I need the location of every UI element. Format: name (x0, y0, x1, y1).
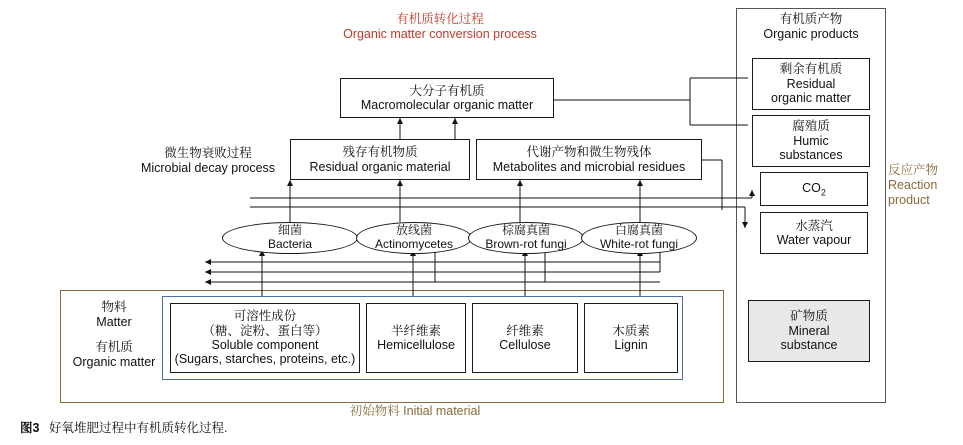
microbe-actinomycetes (356, 222, 472, 254)
conversion-process-title-en: Organic matter conversion process (343, 27, 537, 41)
co2-subscript: 2 (820, 187, 826, 198)
microbe-actinomycetes-en: Actinomycetes (374, 237, 454, 251)
substrate-soluble-en2: (Sugars, starches, proteins, etc.) (174, 352, 356, 367)
water-vapour-cn: 水蒸汽 (795, 218, 833, 233)
metabolites-cn: 代谢产物和微生物残体 (526, 145, 652, 160)
organic-products-title (745, 12, 877, 42)
humic-en2: substances (779, 148, 843, 163)
matter-label-cn2: 有机质 (95, 340, 133, 354)
organic-products-title-en: Organic products (763, 27, 859, 41)
microbial-decay-title-en: Microbial decay process (140, 161, 276, 175)
residual-organic-matter-box (752, 58, 870, 110)
substrate-hemicellulose (366, 303, 466, 373)
microbe-brown-rot-fungi (468, 222, 584, 254)
substrate-hemicellulose-en: Hemicellulose (377, 338, 455, 352)
microbe-white-rot-fungi (581, 222, 697, 254)
conversion-process-title (280, 12, 600, 42)
substrate-soluble-component (170, 303, 360, 373)
matter-label-en1: Matter (96, 315, 132, 329)
conversion-process-title-cn: 有机质转化过程 (396, 12, 484, 26)
macromolecular-cn: 大分子有机质 (409, 83, 485, 98)
substrate-cellulose-en: Cellulose (499, 338, 551, 352)
matter-label-cn1: 物料 (101, 300, 127, 314)
residual-material-en: Residual organic material (309, 159, 451, 174)
substrate-soluble-cn: 可溶性成份 (233, 309, 297, 324)
substrate-soluble-cn2: （糖、淀粉、蛋白等） (202, 323, 328, 338)
residual-organic-material-box (290, 139, 470, 180)
mineral-en1: Mineral (788, 323, 830, 338)
initial-material-label (310, 404, 520, 419)
substrate-lignin (584, 303, 678, 373)
metabolites-en: Metabolites and microbial residues (492, 159, 686, 174)
microbe-actinomycetes-cn: 放线菌 (395, 223, 432, 238)
reaction-product-title-cn: 反应产物 (888, 163, 939, 177)
residual-organic-en2: organic matter (771, 91, 851, 106)
microbe-brown-rot-cn: 棕腐真菌 (501, 223, 550, 238)
matter-label-en2: Organic matter (72, 355, 156, 369)
residual-material-cn: 残存有机物质 (342, 145, 418, 160)
substrate-lignin-en: Lignin (614, 338, 648, 352)
substrate-hemicellulose-cn: 半纤维素 (390, 323, 441, 338)
microbe-bacteria-cn: 细菌 (277, 223, 302, 238)
reaction-product-title-en2: product (888, 193, 930, 207)
humic-cn: 腐殖质 (792, 119, 830, 134)
substrate-cellulose (472, 303, 578, 373)
humic-substances-box (752, 115, 870, 167)
microbe-bacteria-en: Bacteria (267, 237, 313, 251)
mineral-cn: 矿物质 (790, 309, 828, 324)
co2-box (760, 172, 868, 206)
figure-caption (20, 418, 227, 436)
microbial-decay-title (128, 146, 288, 176)
matter-label (68, 300, 160, 370)
microbe-white-rot-cn: 白腐真菌 (614, 223, 663, 238)
initial-material-label-text: 初始物料 Initial material (349, 404, 481, 418)
water-vapour-en: Water vapour (776, 233, 852, 247)
microbe-brown-rot-en: Brown-rot fungi (485, 237, 567, 251)
figure-caption-number: 图3 (20, 421, 40, 435)
substrate-soluble-en1: Soluble component (211, 338, 319, 352)
mineral-substance-box (748, 300, 870, 362)
humic-en1: Humic (793, 133, 829, 148)
microbe-white-rot-en: White-rot fungi (599, 237, 679, 251)
macromolecular-organic-matter-box (340, 78, 554, 118)
macromolecular-en: Macromolecular organic matter (360, 98, 534, 112)
residual-organic-cn: 剩余有机质 (779, 62, 843, 77)
organic-products-title-cn: 有机质产物 (779, 12, 843, 26)
co2-label: CO (802, 180, 821, 195)
figure-caption-text: 好氧堆肥过程中有机质转化过程. (48, 421, 228, 435)
substrate-lignin-cn: 木质素 (612, 323, 650, 338)
microbial-decay-title-cn: 微生物衰败过程 (164, 146, 252, 160)
metabolites-box (476, 139, 702, 180)
substrate-cellulose-cn: 纤维素 (506, 323, 544, 338)
residual-organic-en1: Residual (786, 76, 836, 91)
mineral-en2: substance (780, 338, 838, 353)
reaction-product-title (888, 163, 960, 208)
reaction-product-title-en1: Reaction (888, 178, 938, 192)
water-vapour-box (760, 212, 868, 254)
microbe-bacteria (222, 222, 358, 254)
